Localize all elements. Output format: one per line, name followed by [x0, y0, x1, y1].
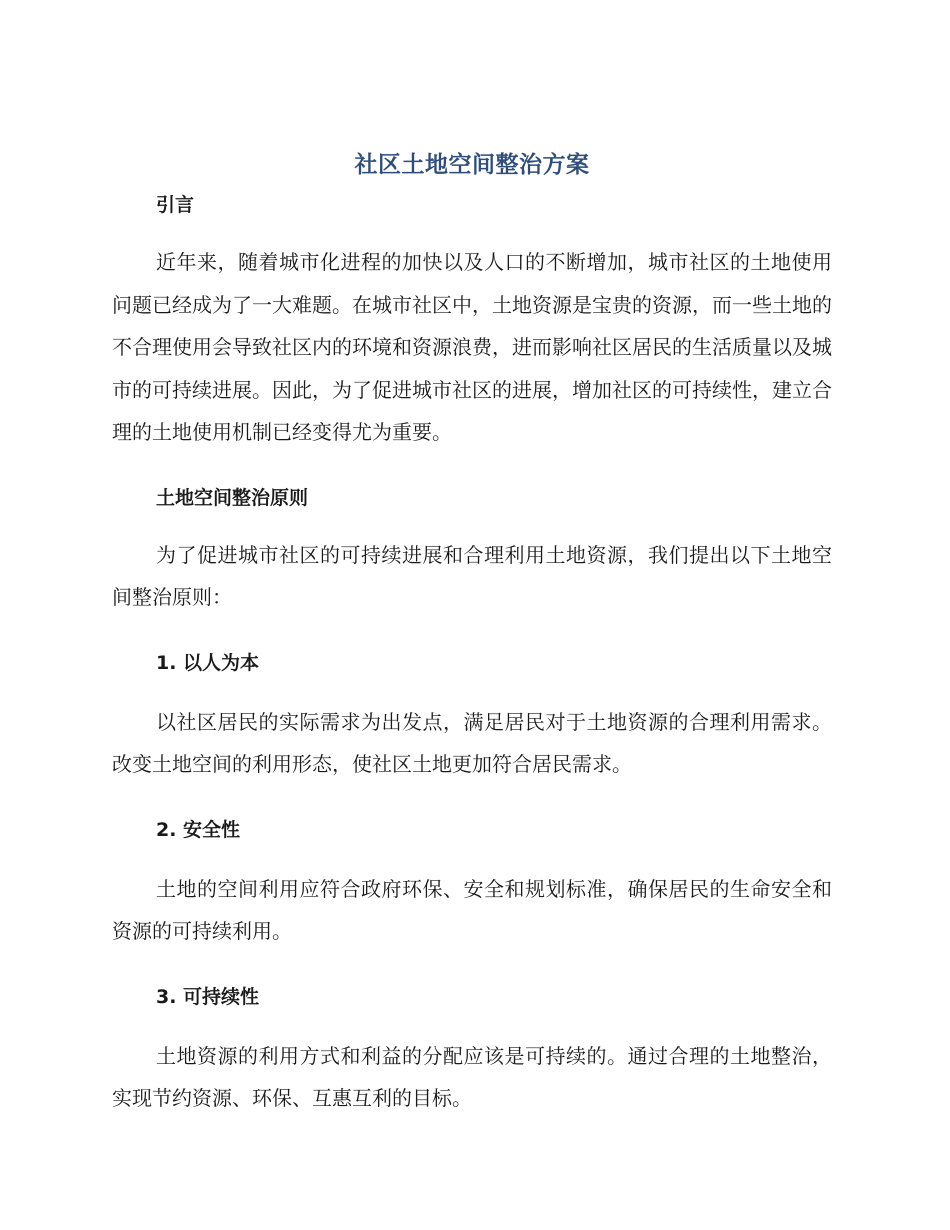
principle-body-people-oriented: 以社区居民的实际需求为出发点，满足居民对于土地资源的合理利用需求。改变土地空间的利用形态，使社区土地更加符合居民需求。 [112, 709, 832, 776]
section-body-intro: 近年来，随着城市化进程的加快以及人口的不断增加，城市社区的土地使用问题已经成为了一大难题。在城市社区中，土地资源是宝贵的资源，而一些土地的不合理使用会导致社区内的环境和资源浪费，进而影响社区居民的生活质量以及城市的可持续进展。因此，为了促进城市社区的进展，增加社区的可持续性，建立合理的土地使用机制已经变得尤为重要。 [112, 250, 832, 444]
principle-heading-sustainability: 3. 可持续性 [156, 985, 260, 1008]
section-heading-intro: 引言 [156, 194, 195, 216]
section-heading-principles: 土地空间整治原则 [156, 486, 309, 509]
principle-body-sustainability: 土地资源的利用方式和利益的分配应该是可持续的。通过合理的土地整治，实现节约资源、环保、互惠互利的目标。 [112, 1043, 832, 1110]
section-body-principles: 为了促进城市社区的可持续进展和合理利用土地资源，我们提出以下土地空间整治原则： [112, 542, 832, 609]
principle-body-safety: 土地的空间利用应符合政府环保、安全和规划标准，确保居民的生命安全和资源的可持续利用。 [112, 876, 832, 943]
document-page [112, 145, 832, 1150]
document-title: 社区土地空间整治方案 [354, 152, 590, 178]
principle-heading-people-oriented: 1. 以人为本 [156, 651, 260, 674]
principle-heading-safety: 2. 安全性 [156, 818, 241, 841]
